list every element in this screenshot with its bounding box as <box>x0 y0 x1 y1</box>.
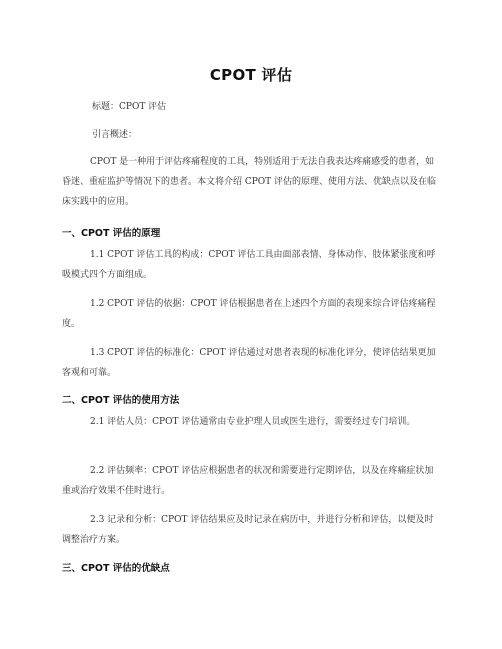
section-2-item-1: 2.1 评估人员：CPOT 评估通常由专业护理人员或医生进行，需要经过专门培训。 <box>90 417 416 427</box>
section-heading-2: 二、CPOT 评估的使用方法 <box>62 395 180 406</box>
section-2-item-2: 2.2 评估频率：CPOT 评估应根据患者的状况和需要进行定期评估，以及在疼痛症状加重或治疗效果不佳时进行。 <box>62 466 434 496</box>
section-1-item-3: 1.3 CPOT 评估的标准化：CPOT 评估通过对患者表现的标准化评分，使评估结果更加客观和可靠。 <box>62 348 436 378</box>
section-heading-3: 三、CPOT 评估的优缺点 <box>62 563 170 574</box>
subtitle-line: 标题：CPOT 评估 <box>92 102 167 112</box>
intro-label: 引言概述： <box>92 130 138 140</box>
intro-paragraph: CPOT 是一种用于评估疼痛程度的工具，特别适用于无法自我表达疼痛感受的患者，如昏迷、重症监护等情况下的患者。本文将介绍 CPOT 评估的原理、使用方法、优缺点以及在临床实践中的应用。 <box>62 157 437 207</box>
section-1-item-1: 1.1 CPOT 评估工具的构成：CPOT 评估工具由面部表情、身体动作、肢体紧张度和呼吸模式四个方面组成。 <box>62 250 436 280</box>
section-1-item-2: 1.2 CPOT 评估的依据：CPOT 评估根据患者在上述四个方面的表现来综合评估疼痛程度。 <box>62 299 436 329</box>
section-heading-1: 一、CPOT 评估的原理 <box>62 228 161 239</box>
section-2-item-3: 2.3 记录和分析：CPOT 评估结果应及时记录在病历中，并进行分析和评估，以便及时调整治疗方案。 <box>62 515 434 545</box>
page-title: CPOT 评估 <box>209 66 293 84</box>
